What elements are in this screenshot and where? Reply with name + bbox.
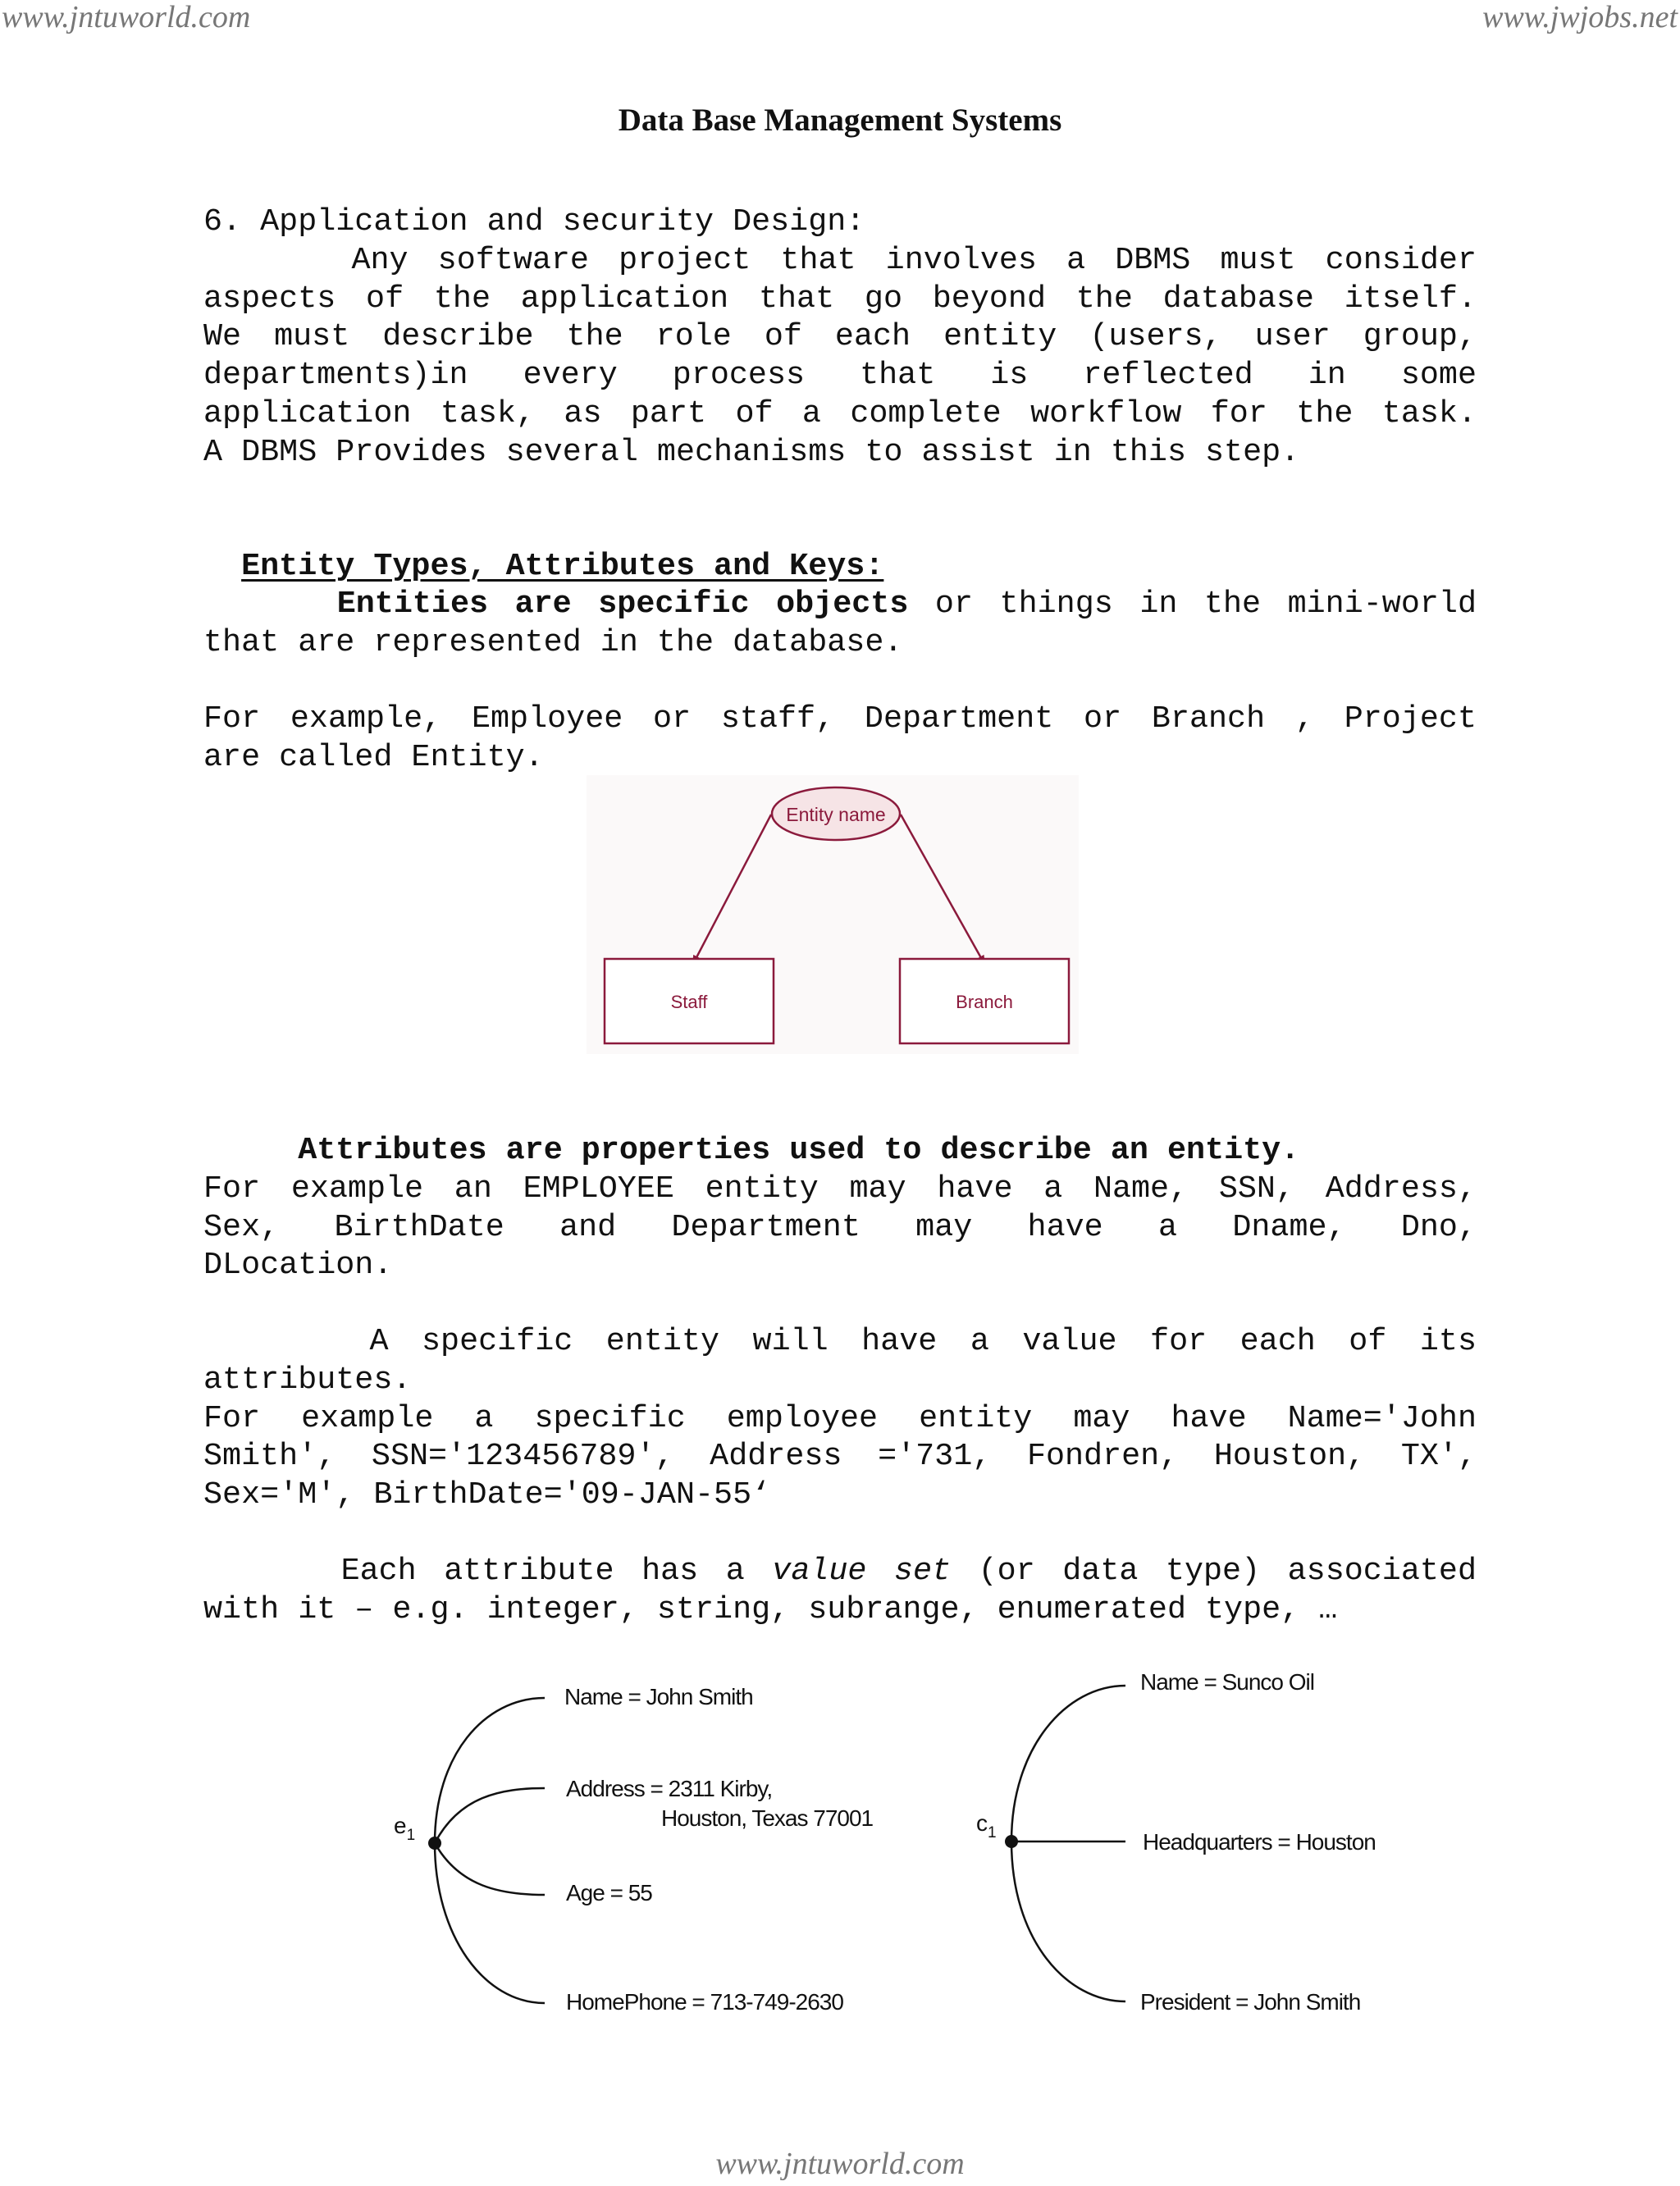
e1-label: $e_1$ — [394, 1813, 416, 1844]
page-title: Data Base Management Systems — [618, 103, 1062, 138]
section-6-line-3: We must describe the role of each entity (users, user group, — [203, 318, 1477, 354]
attributes-line-3: DLocation. — [203, 1247, 393, 1283]
c1-node — [1005, 1835, 1018, 1848]
entities-example-line-2: are called Entity. — [203, 739, 544, 775]
header-right-url: www.jwjobs.net — [1482, 0, 1678, 34]
section-6-line-1: Any software project that involves a DBMS must consider — [203, 242, 1477, 278]
attributes-line-1: For example an EMPLOYEE entity may have a Name, SSN, Address, — [203, 1171, 1477, 1207]
attributes-bold-line: Attributes are properties used to describe an entity. — [298, 1132, 1300, 1168]
c1-label: $c_1$ — [976, 1810, 997, 1841]
e1-branch-homephone — [435, 1843, 545, 2003]
e1-attr-address-line2: Houston, Texas 77001 — [661, 1805, 874, 1831]
entities-intro-bold: Entities are specific objects — [336, 586, 909, 622]
c1-attr-president: President = John Smith — [1140, 1989, 1361, 2015]
e1-branch-age — [435, 1843, 545, 1895]
e1-node — [428, 1837, 441, 1850]
section-6-heading: 6. Application and security Design: — [203, 203, 865, 240]
specific-entity-line-1: A specific entity will have a value for each of its — [203, 1323, 1477, 1359]
section-6-line-5: application task, as part of a complete workflow for the task. — [203, 395, 1477, 431]
e1-branch-address — [435, 1788, 545, 1843]
value-set-italic: value set — [772, 1553, 952, 1589]
entities-intro-line-2: that are represented in the database. — [203, 624, 903, 660]
entity-section-heading: Entity Types, Attributes and Keys: — [241, 547, 884, 584]
value-set-line-2: with it – e.g. integer, string, subrange, enumerated type, … — [203, 1591, 1338, 1627]
section-6-line-6: A DBMS Provides several mechanisms to assist in this step. — [203, 434, 1300, 470]
specific-entity-line-2: attributes. — [203, 1362, 412, 1398]
e1-attr-homephone: HomePhone = 713-749-2630 — [566, 1989, 843, 2015]
attribute-values-diagram — [0, 1657, 1680, 2067]
e1-attr-address: Address = 2311 Kirby, — [566, 1776, 773, 1801]
header-left-url: www.jntuworld.com — [2, 0, 251, 34]
c1-attr-name: Name = Sunco Oil — [1140, 1669, 1314, 1695]
c1-attr-headquarters: Headquarters = Houston — [1143, 1829, 1376, 1855]
entities-intro-rest: or things in the mini-world — [908, 586, 1477, 622]
value-set-pre: Each attribute has a — [203, 1553, 773, 1589]
value-set-line-1 — [203, 1552, 1477, 1590]
entity-diagram — [587, 775, 1079, 1054]
specific-example-line-3: Sex='M', BirthDate='09-JAN-55‘ — [203, 1476, 771, 1513]
staff-label: Staff — [670, 992, 708, 1012]
c1-branch-name — [1011, 1686, 1125, 1841]
c1-branch-president — [1011, 1841, 1125, 2001]
section-6-line-4: departments)in every process that is reflected in some — [203, 357, 1477, 393]
value-set-post: (or data type) associated — [951, 1553, 1477, 1589]
attributes-line-2: Sex, BirthDate and Department may have a Dname, Dno, — [203, 1209, 1477, 1245]
e1-attr-age: Age = 55 — [566, 1880, 652, 1905]
entity-name-label: Entity name — [786, 804, 886, 825]
e1-branch-name — [435, 1698, 545, 1843]
e1-attr-name: Name = John Smith — [564, 1684, 753, 1709]
entities-example-line-1: For example, Employee or staff, Department or Branch , Project — [203, 701, 1477, 737]
specific-example-line-2: Smith', SSN='123456789', Address ='731, Fondren, Houston, TX', — [203, 1438, 1477, 1474]
specific-example-line-1: For example a specific employee entity may have Name='John — [203, 1400, 1477, 1436]
branch-label: Branch — [956, 992, 1013, 1012]
footer-url: www.jntuworld.com — [715, 2147, 965, 2181]
section-6-line-2: aspects of the application that go beyond the database itself. — [203, 281, 1477, 317]
entities-intro-line-1 — [203, 585, 1477, 623]
